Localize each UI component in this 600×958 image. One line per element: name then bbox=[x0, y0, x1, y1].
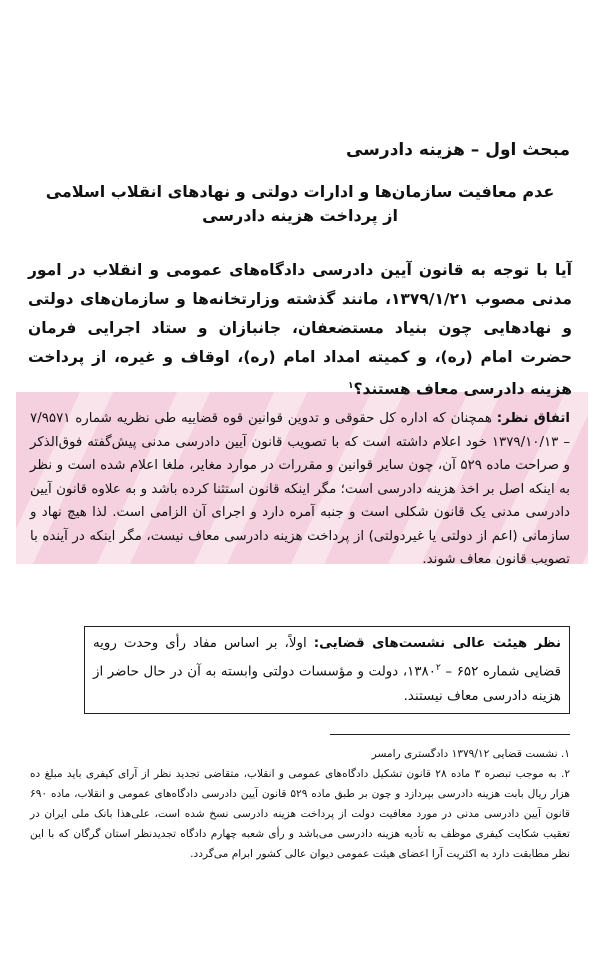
supreme-board-label: نظر هیئت عالی نشست‌های قضایی: bbox=[313, 636, 562, 651]
footnote-separator bbox=[330, 734, 570, 735]
agreement-label: اتفاق نظر: bbox=[496, 411, 570, 427]
question-text: آیا با توجه به قانون آیین دادرسی دادگاه‌های عمومی و انقلاب در امور مدنی مصوب ۱۳۷۹/۱/۲۱، مانند گذشته وزارتخانه‌ها و سازمان‌های دولتی و نهادهایی چون بنیاد مستضعفان، جانبازان و ستاد اجرایی فرمان حضرت امام (ره)، و کمیته امداد امام (ره)، اوقاف و غیره، از پرداخت هزینه دادرسی معاف هستند؟ bbox=[28, 260, 572, 398]
footnote-1: ۱. نشست قضایی ۱۳۷۹/۱۲ دادگستری رامسر bbox=[371, 748, 570, 760]
footnote-mark-1: ۱ bbox=[348, 380, 354, 391]
footnote-mark-2: ۲ bbox=[435, 663, 441, 673]
footnotes bbox=[30, 744, 570, 864]
supreme-board-text-2: ، دولت و مؤسسات دولتی وابسته به آن در حال حاضر از هزینه دادرسی معاف نیستند. bbox=[93, 664, 561, 705]
agreement-paragraph bbox=[30, 407, 570, 572]
topic-title bbox=[30, 180, 570, 228]
topic-title-line-1: عدم معافیت سازمان‌ها و ادارات دولتی و نهادهای انقلاب اسلامی bbox=[45, 182, 555, 201]
question-paragraph bbox=[28, 256, 572, 404]
footnote-2: ۲. به موجب تبصره ۳ ماده ۲۸ قانون تشکیل دادگاه‌های عمومی و انقلاب، متقاضی تجدید نظر از آرای کیفری باید مبلغ ده هزار ریال بابت هزینه دادرسی بپردازد و چون بر طبق ماده ۵۲۹ قانون آیین دادرسی دادگاه‌های عمومی و انقلاب، ماده ۶۹۰ قانون آیین دادرسی مدنی در مورد معافیت دولت از پرداخت هزینه دادرسی نسخ شده است، علی‌هذا بانک ملی ایران در تعقیب شکایت کیفری موظف به تأدیه هزینه دادرسی می‌باشد و رأی شعبه چهارم دادگاه تجدیدنظر استان گرگان که با این نظر مطابقت دارد به اکثریت آرا اعضای هیئت عمومی دیوان عالی کشور ابرام می‌گردد. bbox=[30, 768, 571, 860]
agreement-text: همچنان که اداره کل حقوقی و تدوین قوانین قوه قضاییه طی نظریه شماره ۷/۹۵۷۱ – ۱۳۷۹/۱۰/۱۳ خود اعلام داشته است که با تصویب قانون آیین دادرسی مدنی پیش‌گفته فوق‌الذکر و صراحت ماده ۵۲۹ آن، چون سایر قوانین و مقررات در موارد مغایر، ملغا اعلام شده است و نظر به اینکه اصل بر اخذ هزینه دادرسی است؛ مگر اینکه قانون استثنا کرده باشد و به علاوه قانون آیین دادرسی مدنی یک قانون شکلی است و جنبه آمره دارد و اجرای آن الزامی است. لذا هیچ نهاد و سازمانی (اعم از دولتی یا غیردولتی) از پرداخت هزینه دادرسی معاف نیست، مگر اینکه در آینده با تصویب قانون معاف شوند. bbox=[30, 411, 571, 568]
supreme-board-opinion-box bbox=[84, 626, 570, 714]
supreme-board-text-1: اولاً، بر اساس مفاد رأی وحدت رویه قضایی شماره ۶۵۲ – ۱۳۸۰ bbox=[93, 636, 562, 680]
topic-title-line-2: از پرداخت هزینه دادرسی bbox=[202, 206, 398, 225]
section-heading: مبحث اول – هزینه دادرسی bbox=[345, 140, 570, 160]
